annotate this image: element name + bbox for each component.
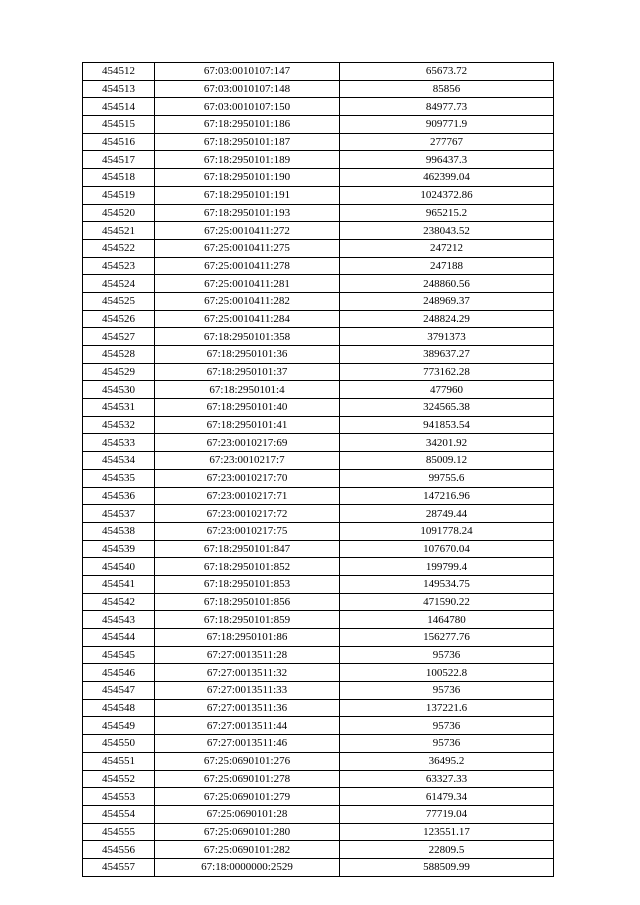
cadastral-value-cell: 247188: [340, 257, 554, 275]
table-row: [83, 222, 554, 240]
row-number-cell: 454548: [83, 699, 155, 717]
cadastral-number-cell: 67:18:2950101:193: [155, 204, 340, 222]
cadastral-number-cell: 67:25:0690101:28: [155, 805, 340, 823]
cadastral-value-cell: 909771.9: [340, 116, 554, 134]
cadastral-value-cell: 248969.37: [340, 292, 554, 310]
cadastral-value-cell: 137221.6: [340, 699, 554, 717]
row-number-cell: 454524: [83, 275, 155, 293]
cadastral-value-cell: 156277.76: [340, 629, 554, 647]
row-number-cell: 454531: [83, 399, 155, 417]
cadastral-number-cell: 67:18:2950101:852: [155, 558, 340, 576]
cadastral-value-cell: 199799.4: [340, 558, 554, 576]
row-number-cell: 454520: [83, 204, 155, 222]
table-row: [83, 717, 554, 735]
row-number-cell: 454546: [83, 664, 155, 682]
cadastral-value-table: [82, 62, 554, 877]
table-row: [83, 735, 554, 753]
cadastral-value-cell: 28749.44: [340, 505, 554, 523]
row-number-cell: 454538: [83, 522, 155, 540]
table-row: [83, 646, 554, 664]
cadastral-number-cell: 67:18:2950101:190: [155, 169, 340, 187]
cadastral-value-cell: 77719.04: [340, 805, 554, 823]
cadastral-value-cell: 95736: [340, 717, 554, 735]
table-row: [83, 239, 554, 257]
row-number-cell: 454525: [83, 292, 155, 310]
row-number-cell: 454517: [83, 151, 155, 169]
cadastral-value-cell: 773162.28: [340, 363, 554, 381]
row-number-cell: 454528: [83, 346, 155, 364]
cadastral-value-cell: 22809.5: [340, 841, 554, 859]
cadastral-number-cell: 67:25:0010411:275: [155, 239, 340, 257]
row-number-cell: 454542: [83, 593, 155, 611]
cadastral-number-cell: 67:03:0010107:150: [155, 98, 340, 116]
table-row: [83, 540, 554, 558]
cadastral-number-cell: 67:18:2950101:847: [155, 540, 340, 558]
cadastral-number-cell: 67:25:0690101:279: [155, 788, 340, 806]
table-row: [83, 558, 554, 576]
cadastral-number-cell: 67:18:2950101:853: [155, 575, 340, 593]
row-number-cell: 454532: [83, 416, 155, 434]
cadastral-number-cell: 67:25:0010411:282: [155, 292, 340, 310]
row-number-cell: 454549: [83, 717, 155, 735]
cadastral-number-cell: 67:27:0013511:36: [155, 699, 340, 717]
row-number-cell: 454544: [83, 629, 155, 647]
cadastral-number-cell: 67:25:0690101:276: [155, 752, 340, 770]
cadastral-number-cell: 67:03:0010107:147: [155, 63, 340, 81]
cadastral-value-cell: 85856: [340, 80, 554, 98]
table-row: [83, 469, 554, 487]
table-row: [83, 416, 554, 434]
row-number-cell: 454551: [83, 752, 155, 770]
row-number-cell: 454521: [83, 222, 155, 240]
cadastral-number-cell: 67:18:2950101:191: [155, 186, 340, 204]
cadastral-number-cell: 67:23:0010217:69: [155, 434, 340, 452]
cadastral-value-cell: 36495.2: [340, 752, 554, 770]
table-row: [83, 699, 554, 717]
row-number-cell: 454513: [83, 80, 155, 98]
cadastral-value-cell: 389637.27: [340, 346, 554, 364]
table-row: [83, 310, 554, 328]
row-number-cell: 454555: [83, 823, 155, 841]
row-number-cell: 454537: [83, 505, 155, 523]
cadastral-value-cell: 65673.72: [340, 63, 554, 81]
cadastral-number-cell: 67:18:2950101:40: [155, 399, 340, 417]
cadastral-value-cell: 95736: [340, 735, 554, 753]
row-number-cell: 454543: [83, 611, 155, 629]
cadastral-number-cell: 67:18:2950101:186: [155, 116, 340, 134]
table-row: [83, 381, 554, 399]
table-row: [83, 80, 554, 98]
cadastral-value-cell: 107670.04: [340, 540, 554, 558]
cadastral-number-cell: 67:27:0013511:44: [155, 717, 340, 735]
table-row: [83, 434, 554, 452]
table-row: [83, 98, 554, 116]
table-row: [83, 823, 554, 841]
cadastral-value-cell: 588509.99: [340, 858, 554, 876]
table-row: [83, 186, 554, 204]
row-number-cell: 454529: [83, 363, 155, 381]
row-number-cell: 454527: [83, 328, 155, 346]
cadastral-value-cell: 99755.6: [340, 469, 554, 487]
row-number-cell: 454515: [83, 116, 155, 134]
cadastral-number-cell: 67:25:0690101:280: [155, 823, 340, 841]
cadastral-number-cell: 67:18:2950101:358: [155, 328, 340, 346]
cadastral-number-cell: 67:23:0010217:75: [155, 522, 340, 540]
table-row: [83, 169, 554, 187]
cadastral-number-cell: 67:18:2950101:4: [155, 381, 340, 399]
row-number-cell: 454518: [83, 169, 155, 187]
table-row: [83, 682, 554, 700]
cadastral-number-cell: 67:25:0010411:284: [155, 310, 340, 328]
cadastral-number-cell: 67:18:2950101:187: [155, 133, 340, 151]
cadastral-number-cell: 67:27:0013511:28: [155, 646, 340, 664]
cadastral-value-cell: 462399.04: [340, 169, 554, 187]
row-number-cell: 454553: [83, 788, 155, 806]
cadastral-value-cell: 85009.12: [340, 452, 554, 470]
cadastral-value-cell: 84977.73: [340, 98, 554, 116]
cadastral-number-cell: 67:25:0690101:282: [155, 841, 340, 859]
row-number-cell: 454522: [83, 239, 155, 257]
cadastral-number-cell: 67:23:0010217:7: [155, 452, 340, 470]
table-row: [83, 151, 554, 169]
table-row: [83, 399, 554, 417]
table-row: [83, 292, 554, 310]
cadastral-value-cell: 149534.75: [340, 575, 554, 593]
table-row: [83, 505, 554, 523]
row-number-cell: 454535: [83, 469, 155, 487]
cadastral-value-cell: 34201.92: [340, 434, 554, 452]
cadastral-value-cell: 248824.29: [340, 310, 554, 328]
table-row: [83, 805, 554, 823]
cadastral-value-cell: 248860.56: [340, 275, 554, 293]
table-row: [83, 664, 554, 682]
cadastral-value-cell: 3791373: [340, 328, 554, 346]
cadastral-number-cell: 67:18:2950101:189: [155, 151, 340, 169]
row-number-cell: 454534: [83, 452, 155, 470]
row-number-cell: 454526: [83, 310, 155, 328]
cadastral-value-cell: 941853.54: [340, 416, 554, 434]
table-row: [83, 788, 554, 806]
cadastral-number-cell: 67:23:0010217:71: [155, 487, 340, 505]
table-row: [83, 629, 554, 647]
table-row: [83, 575, 554, 593]
row-number-cell: 454523: [83, 257, 155, 275]
cadastral-number-cell: 67:18:2950101:37: [155, 363, 340, 381]
cadastral-number-cell: 67:25:0010411:278: [155, 257, 340, 275]
row-number-cell: 454540: [83, 558, 155, 576]
row-number-cell: 454557: [83, 858, 155, 876]
cadastral-value-cell: 477960: [340, 381, 554, 399]
table-row: [83, 204, 554, 222]
cadastral-value-cell: 324565.38: [340, 399, 554, 417]
cadastral-number-cell: 67:18:2950101:86: [155, 629, 340, 647]
row-number-cell: 454530: [83, 381, 155, 399]
cadastral-number-cell: 67:18:0000000:2529: [155, 858, 340, 876]
row-number-cell: 454512: [83, 63, 155, 81]
table-row: [83, 452, 554, 470]
cadastral-value-cell: 95736: [340, 682, 554, 700]
cadastral-value-cell: 238043.52: [340, 222, 554, 240]
cadastral-value-cell: 63327.33: [340, 770, 554, 788]
cadastral-value-cell: 471590.22: [340, 593, 554, 611]
cadastral-value-cell: 277767: [340, 133, 554, 151]
cadastral-number-cell: 67:23:0010217:70: [155, 469, 340, 487]
cadastral-number-cell: 67:03:0010107:148: [155, 80, 340, 98]
cadastral-number-cell: 67:18:2950101:859: [155, 611, 340, 629]
cadastral-value-cell: 247212: [340, 239, 554, 257]
row-number-cell: 454539: [83, 540, 155, 558]
cadastral-number-cell: 67:27:0013511:46: [155, 735, 340, 753]
table-row: [83, 328, 554, 346]
row-number-cell: 454533: [83, 434, 155, 452]
table-row: [83, 611, 554, 629]
cadastral-value-cell: 61479.34: [340, 788, 554, 806]
row-number-cell: 454545: [83, 646, 155, 664]
row-number-cell: 454516: [83, 133, 155, 151]
row-number-cell: 454536: [83, 487, 155, 505]
table-row: [83, 116, 554, 134]
cadastral-value-cell: 95736: [340, 646, 554, 664]
table-row: [83, 522, 554, 540]
table-row: [83, 363, 554, 381]
cadastral-number-cell: 67:23:0010217:72: [155, 505, 340, 523]
table-row: [83, 63, 554, 81]
cadastral-number-cell: 67:27:0013511:32: [155, 664, 340, 682]
cadastral-number-cell: 67:18:2950101:36: [155, 346, 340, 364]
row-number-cell: 454552: [83, 770, 155, 788]
table-row: [83, 257, 554, 275]
cadastral-value-cell: 965215.2: [340, 204, 554, 222]
row-number-cell: 454554: [83, 805, 155, 823]
row-number-cell: 454547: [83, 682, 155, 700]
cadastral-value-cell: 123551.17: [340, 823, 554, 841]
cadastral-value-cell: 147216.96: [340, 487, 554, 505]
table-body: [83, 63, 554, 877]
row-number-cell: 454556: [83, 841, 155, 859]
row-number-cell: 454550: [83, 735, 155, 753]
cadastral-value-cell: 996437.3: [340, 151, 554, 169]
cadastral-number-cell: 67:25:0010411:272: [155, 222, 340, 240]
table-row: [83, 275, 554, 293]
row-number-cell: 454514: [83, 98, 155, 116]
table-row: [83, 841, 554, 859]
cadastral-number-cell: 67:25:0010411:281: [155, 275, 340, 293]
table-row: [83, 487, 554, 505]
cadastral-number-cell: 67:25:0690101:278: [155, 770, 340, 788]
cadastral-number-cell: 67:18:2950101:856: [155, 593, 340, 611]
cadastral-value-cell: 1464780: [340, 611, 554, 629]
row-number-cell: 454519: [83, 186, 155, 204]
table-row: [83, 858, 554, 876]
cadastral-number-cell: 67:27:0013511:33: [155, 682, 340, 700]
cadastral-value-cell: 1091778.24: [340, 522, 554, 540]
table-row: [83, 593, 554, 611]
table-row: [83, 752, 554, 770]
table-row: [83, 133, 554, 151]
table-row: [83, 770, 554, 788]
cadastral-number-cell: 67:18:2950101:41: [155, 416, 340, 434]
table-row: [83, 346, 554, 364]
row-number-cell: 454541: [83, 575, 155, 593]
cadastral-value-cell: 100522.8: [340, 664, 554, 682]
cadastral-value-cell: 1024372.86: [340, 186, 554, 204]
